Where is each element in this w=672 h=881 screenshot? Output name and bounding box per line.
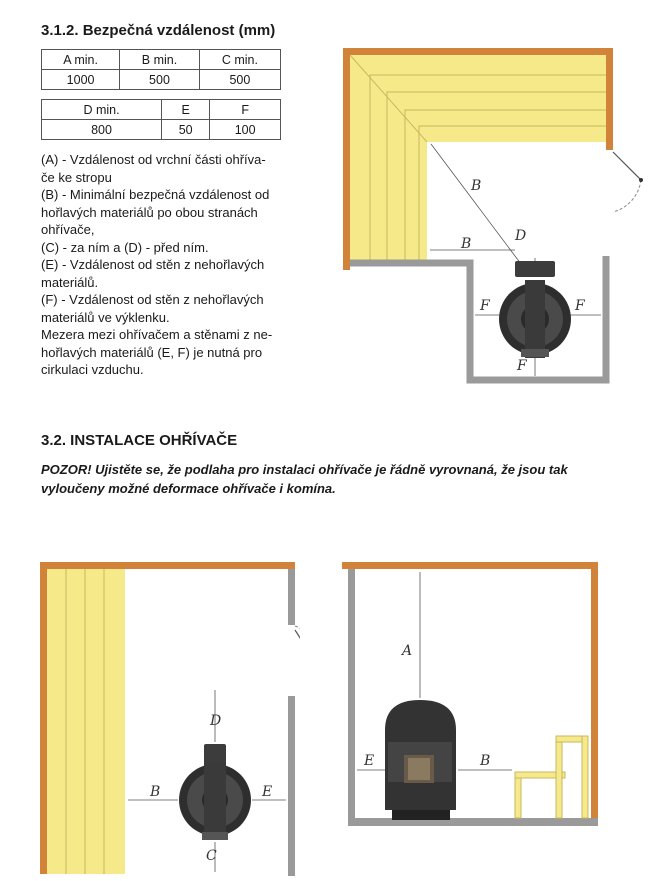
- label-e: E: [364, 753, 375, 769]
- table-cell: 50: [162, 120, 210, 140]
- table-row: [42, 50, 281, 70]
- description-line: (F) - Vzdálenost od stěn z nehořlavých: [41, 292, 264, 307]
- label-f-left: F: [480, 298, 490, 314]
- label-b: B: [480, 753, 491, 769]
- label-c: C: [206, 848, 217, 864]
- description-line: materiálů.: [41, 274, 99, 290]
- description-line: (A) - Vzdálenost od vrchní části ohříva-: [41, 152, 266, 167]
- label-e: E: [262, 784, 273, 800]
- table-header: E: [162, 100, 210, 120]
- right-wall-lower: [288, 696, 295, 876]
- distance-description: [41, 151, 284, 379]
- table-header: F: [210, 100, 281, 120]
- door-leaf: [295, 630, 300, 700]
- wall-installation-plan: [38, 560, 300, 880]
- top-wall: [40, 562, 295, 569]
- sauna-bench: [515, 736, 588, 818]
- install-title: 3.2. INSTALACE OHŘÍVAČE: [41, 432, 238, 449]
- description-line: Mezera mezi ohřívačem a stěnami z ne-: [41, 327, 273, 342]
- stove-top-view: [179, 744, 251, 840]
- ceiling: [342, 562, 598, 569]
- distance-table-1: [41, 49, 281, 90]
- floor: [348, 818, 598, 826]
- description-line: ohřívače,: [41, 222, 95, 237]
- table-cell: 500: [199, 70, 280, 90]
- description-line: hořlavých materiálů (E, F) je nutná pro: [41, 344, 263, 360]
- table-row: [42, 100, 281, 120]
- label-d: D: [210, 713, 222, 729]
- description-line: hořlavých materiálů po obou stranách: [41, 204, 258, 220]
- table-cell: 100: [210, 120, 281, 140]
- wood-paneling: [47, 569, 125, 874]
- label-d: D: [515, 228, 527, 244]
- right-wall: [606, 48, 613, 150]
- side-view-diagram: [340, 560, 602, 832]
- table-row: [42, 70, 281, 90]
- right-wall-upper: [288, 569, 295, 625]
- stove-side-view: [385, 700, 456, 820]
- left-wall: [348, 569, 355, 825]
- label-b-diagonal: B: [471, 178, 482, 194]
- description-line: materiálů ve výklenku.: [41, 309, 170, 325]
- warning-line: POZOR! Ujistěte se, že podlaha pro instalaci ohřívače je řádně vyrovnaná, že jsou tak: [41, 462, 568, 477]
- warning-line: vyloučeny možné deformace ohřívače i komína.: [41, 481, 336, 496]
- door-leaf: [613, 152, 641, 180]
- table-header: D min.: [42, 100, 162, 120]
- description-line: (E) - Vzdálenost od stěn z nehořlavých: [41, 257, 265, 272]
- label-b: B: [461, 236, 472, 252]
- description-line: (C) - za ním a (D) - před ním.: [41, 239, 209, 255]
- table-cell: 1000: [42, 70, 120, 90]
- table-cell: 500: [120, 70, 200, 90]
- distance-table-2: [41, 99, 281, 140]
- corner-installation-diagram: [335, 40, 655, 400]
- section-title: 3.1.2. Bezpečná vzdálenost (mm): [41, 22, 276, 39]
- left-wall: [343, 48, 350, 270]
- top-wall: [343, 48, 613, 55]
- table-header: B min.: [120, 50, 200, 70]
- table-header: C min.: [199, 50, 280, 70]
- label-a: A: [402, 643, 413, 659]
- left-wall: [40, 562, 47, 874]
- label-b: B: [150, 784, 161, 800]
- table-row: [42, 120, 281, 140]
- table-cell: 800: [42, 120, 162, 140]
- description-line: cirkulaci vzduchu.: [41, 362, 144, 377]
- door-swing: [613, 180, 641, 212]
- description-line: (B) - Minimální bezpečná vzdálenost od: [41, 187, 270, 202]
- right-wall: [591, 569, 598, 825]
- warning-text: [41, 460, 606, 498]
- label-f-right: F: [575, 298, 585, 314]
- description-line: če ke stropu: [41, 169, 112, 185]
- table-header: A min.: [42, 50, 120, 70]
- label-f-bottom: F: [517, 358, 527, 374]
